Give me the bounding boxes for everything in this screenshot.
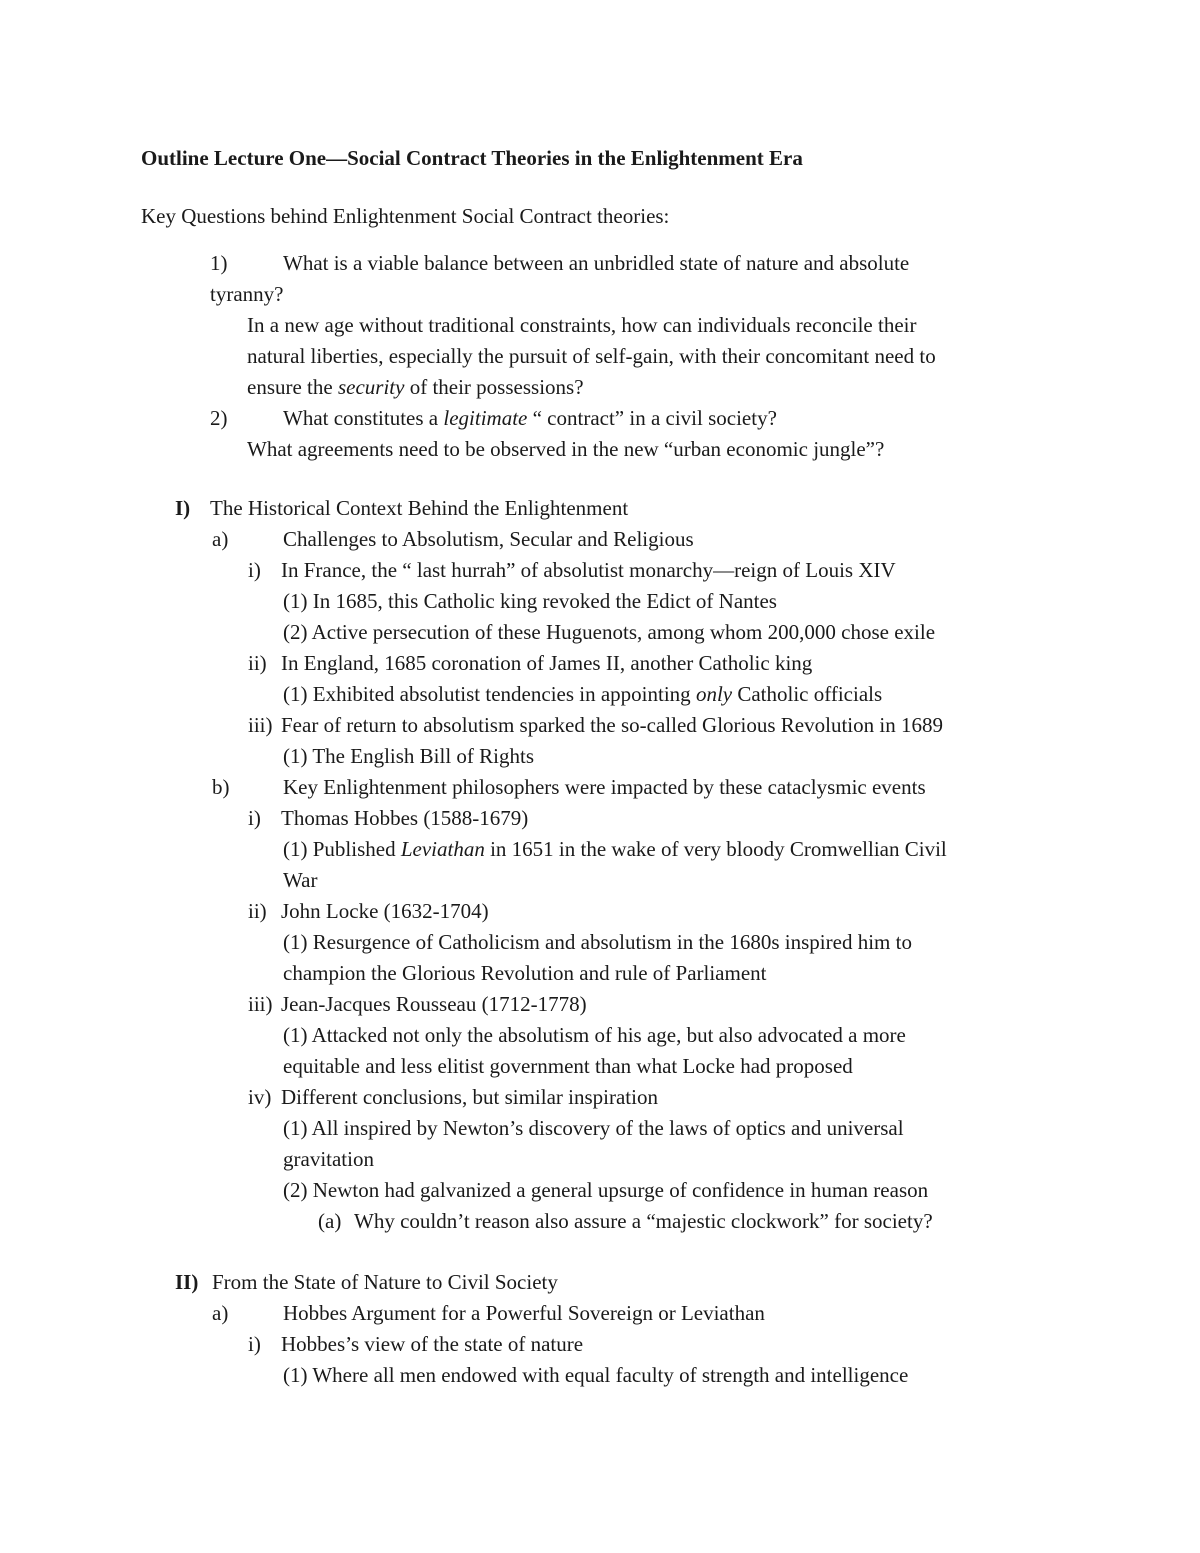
question-1-continuation: tyranny? xyxy=(210,282,284,306)
section-1-b-iii-item-1: (1) Attacked not only the absolutism of his age, but also advocated a more xyxy=(283,1023,906,1047)
question-2-sub-line-1: What agreements need to be observed in the new “urban economic jungle”? xyxy=(247,437,885,461)
section-1-b-iv-item-1: (1) All inspired by Newton’s discovery of the laws of optics and universal xyxy=(283,1116,904,1140)
section-1-a-ii-item-1-end: Catholic officials xyxy=(732,682,883,706)
section-1-a-ii-item-1 xyxy=(283,681,882,707)
section-2-a-text: Hobbes Argument for a Powerful Sovereign or Leviathan xyxy=(283,1301,765,1325)
section-1-a-iii-item-1: (1) The English Bill of Rights xyxy=(283,744,535,768)
section-1-b-iv-marker: iv) xyxy=(248,1085,272,1109)
section-1-b-ii-marker: ii) xyxy=(248,899,267,923)
question-1-marker: 1) xyxy=(210,251,228,275)
section-1-b-i-item-1 xyxy=(283,836,947,862)
section-2-a-i-text: Hobbes’s view of the state of nature xyxy=(281,1332,584,1356)
question-2-text-start: What constitutes a xyxy=(283,406,444,430)
section-1-b-iv-item-1-continuation: gravitation xyxy=(283,1147,374,1171)
question-1-sub-line-3 xyxy=(247,374,584,400)
section-1-a-i-item-1: (1) In 1685, this Catholic king revoked the Edict of Nantes xyxy=(283,589,777,613)
section-1-b-iii-text: Jean-Jacques Rousseau (1712-1778) xyxy=(281,992,587,1016)
section-1-a-i-text: In France, the “ last hurrah” of absolutist monarchy—reign of Louis XIV xyxy=(281,558,896,582)
section-2-title: From the State of Nature to Civil Society xyxy=(212,1270,558,1294)
question-2-marker: 2) xyxy=(210,406,228,430)
emphasis-legitimate: legitimate xyxy=(443,406,528,430)
section-1-b-marker: b) xyxy=(212,775,230,799)
section-1-b-i-text: Thomas Hobbes (1588-1679) xyxy=(281,806,529,830)
emphasis-security: security xyxy=(337,375,405,399)
section-1-b-i-item-1-end: in 1651 in the wake of very bloody Cromwellian Civil xyxy=(484,837,947,861)
section-1-b-i-item-1-continuation: War xyxy=(283,868,318,892)
section-1-b-ii-item-1: (1) Resurgence of Catholicism and absolutism in the 1680s inspired him to xyxy=(283,930,912,954)
section-1-a-iii-text: Fear of return to absolutism sparked the so-called Glorious Revolution in 1689 xyxy=(281,713,943,737)
question-1-sub-line-1: In a new age without traditional constraints, how can individuals reconcile their xyxy=(247,313,917,337)
section-2-a-marker: a) xyxy=(212,1301,229,1325)
section-1-b-i-marker: i) xyxy=(248,806,261,830)
document-title: Outline Lecture One—Social Contract Theories in the Enlightenment Era xyxy=(141,146,803,170)
question-2-text xyxy=(283,405,777,431)
section-1-a-i-marker: i) xyxy=(248,558,261,582)
section-1-b-iv-item-2: (2) Newton had galvanized a general upsurge of confidence in human reason xyxy=(283,1178,929,1202)
section-1-b-ii-text: John Locke (1632-1704) xyxy=(281,899,489,923)
emphasis-only: only xyxy=(695,682,733,706)
section-1-marker: I) xyxy=(175,496,191,520)
question-1-sub-line-2: natural liberties, especially the pursuit of self-gain, with their concomitant need to xyxy=(247,344,936,368)
section-1-b-iv-item-2-a-text: Why couldn’t reason also assure a “majestic clockwork” for society? xyxy=(354,1209,933,1233)
section-1-a-i-item-2: (2) Active persecution of these Huguenots, among whom 200,000 chose exile xyxy=(283,620,936,644)
section-1-a-marker: a) xyxy=(212,527,229,551)
section-1-b-i-item-1-start: (1) Published xyxy=(283,837,401,861)
section-1-b-ii-item-1-continuation: champion the Glorious Revolution and rule of Parliament xyxy=(283,961,767,985)
section-1-title: The Historical Context Behind the Enlightenment xyxy=(210,496,629,520)
question-2-text-end: “ contract” in a civil society? xyxy=(527,406,777,430)
section-2-marker: II) xyxy=(175,1270,199,1294)
question-1-sub-line-3-end: of their possessions? xyxy=(404,375,584,399)
section-1-a-iii-marker: iii) xyxy=(248,713,273,737)
section-2-a-i-item-1: (1) Where all men endowed with equal faculty of strength and intelligence xyxy=(283,1363,909,1387)
section-2-a-i-marker: i) xyxy=(248,1332,261,1356)
key-questions-heading: Key Questions behind Enlightenment Social Contract theories: xyxy=(141,204,670,228)
section-1-a-ii-item-1-start: (1) Exhibited absolutist tendencies in appointing xyxy=(283,682,696,706)
section-1-b-iii-marker: iii) xyxy=(248,992,273,1016)
section-1-a-ii-text: In England, 1685 coronation of James II, another Catholic king xyxy=(281,651,813,675)
section-1-a-ii-marker: ii) xyxy=(248,651,267,675)
question-1-text: What is a viable balance between an unbridled state of nature and absolute xyxy=(283,251,910,275)
section-1-b-iv-item-2-a-marker: (a) xyxy=(318,1209,342,1233)
section-1-b-iv-text: Different conclusions, but similar inspiration xyxy=(281,1085,658,1109)
section-1-a-text: Challenges to Absolutism, Secular and Religious xyxy=(283,527,694,551)
emphasis-leviathan: Leviathan xyxy=(400,837,485,861)
section-1-b-iii-item-1-continuation: equitable and less elitist government than what Locke had proposed xyxy=(283,1054,853,1078)
question-1-sub-line-3-start: ensure the xyxy=(247,375,338,399)
section-1-b-text: Key Enlightenment philosophers were impacted by these cataclysmic events xyxy=(283,775,926,799)
